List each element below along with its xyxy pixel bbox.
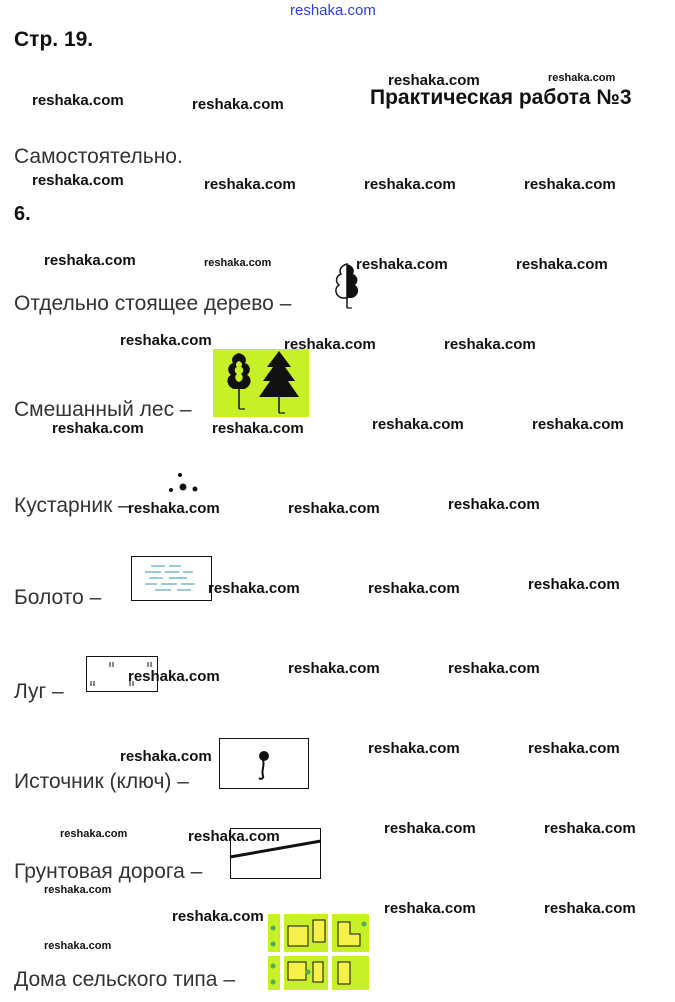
watermark: reshaka.com xyxy=(60,828,128,840)
watermark: reshaka.com xyxy=(356,256,448,273)
watermark: reshaka.com xyxy=(528,576,620,593)
watermark: reshaka.com xyxy=(368,580,460,597)
instruction-text: Самостоятельно. xyxy=(14,145,183,168)
watermark: reshaka.com xyxy=(448,660,540,677)
item-label-swamp: Болото – xyxy=(14,586,102,609)
watermark: reshaka.com xyxy=(544,820,636,837)
watermark: reshaka.com xyxy=(32,172,124,189)
watermark: reshaka.com xyxy=(384,900,476,917)
work-title: Практическая работа №3 xyxy=(370,86,632,109)
spring-icon xyxy=(219,738,309,789)
rural-houses-icon xyxy=(268,914,369,990)
item-label-dirt-road: Грунтовая дорога – xyxy=(14,860,203,883)
watermark: reshaka.com xyxy=(544,900,636,917)
watermark: reshaka.com xyxy=(32,92,124,109)
item-label-meadow: Луг – xyxy=(14,680,64,703)
watermark: reshaka.com xyxy=(208,580,300,597)
watermark: reshaka.com xyxy=(192,96,284,113)
item-label-rural-houses: Дома сельского типа – xyxy=(14,968,235,991)
watermark: reshaka.com xyxy=(368,740,460,757)
watermark: reshaka.com xyxy=(532,416,624,433)
item-label-mixed-forest: Смешанный лес – xyxy=(14,398,192,421)
watermark: reshaka.com xyxy=(52,420,144,437)
watermark: reshaka.com xyxy=(188,828,280,845)
watermark: reshaka.com xyxy=(528,740,620,757)
watermark: reshaka.com xyxy=(288,500,380,517)
watermark: reshaka.com xyxy=(44,884,112,896)
mixed-forest-icon xyxy=(213,349,309,417)
watermark: reshaka.com xyxy=(172,908,264,925)
item-label-shrub: Кустарник – xyxy=(14,494,130,517)
watermark: reshaka.com xyxy=(212,420,304,437)
item-label-single-tree: Отдельно стоящее дерево – xyxy=(14,292,292,315)
watermark: reshaka.com xyxy=(548,72,616,84)
watermark: reshaka.com xyxy=(384,820,476,837)
watermark: reshaka.com xyxy=(516,256,608,273)
watermark: reshaka.com xyxy=(524,176,616,193)
watermark: reshaka.com xyxy=(204,257,272,269)
watermark: reshaka.com xyxy=(448,496,540,513)
watermark: reshaka.com xyxy=(120,748,212,765)
task-number: 6. xyxy=(14,203,31,225)
watermark: reshaka.com xyxy=(128,668,220,685)
page-label: Стр. 19. xyxy=(14,28,94,51)
watermark: reshaka.com xyxy=(44,940,112,952)
watermark: reshaka.com xyxy=(288,660,380,677)
watermark: reshaka.com xyxy=(120,332,212,349)
watermark: reshaka.com xyxy=(364,176,456,193)
item-label-spring: Источник (ключ) – xyxy=(14,770,189,793)
watermark: reshaka.com xyxy=(204,176,296,193)
watermark: reshaka.com xyxy=(444,336,536,353)
watermark: reshaka.com xyxy=(128,500,220,517)
watermark: reshaka.com xyxy=(44,252,136,269)
watermark: reshaka.com xyxy=(284,336,376,353)
top-watermark: reshaka.com xyxy=(290,2,376,19)
watermark: reshaka.com xyxy=(372,416,464,433)
shrub-icon xyxy=(168,472,200,494)
swamp-icon xyxy=(131,556,212,601)
watermark: reshaka.com xyxy=(388,72,480,89)
